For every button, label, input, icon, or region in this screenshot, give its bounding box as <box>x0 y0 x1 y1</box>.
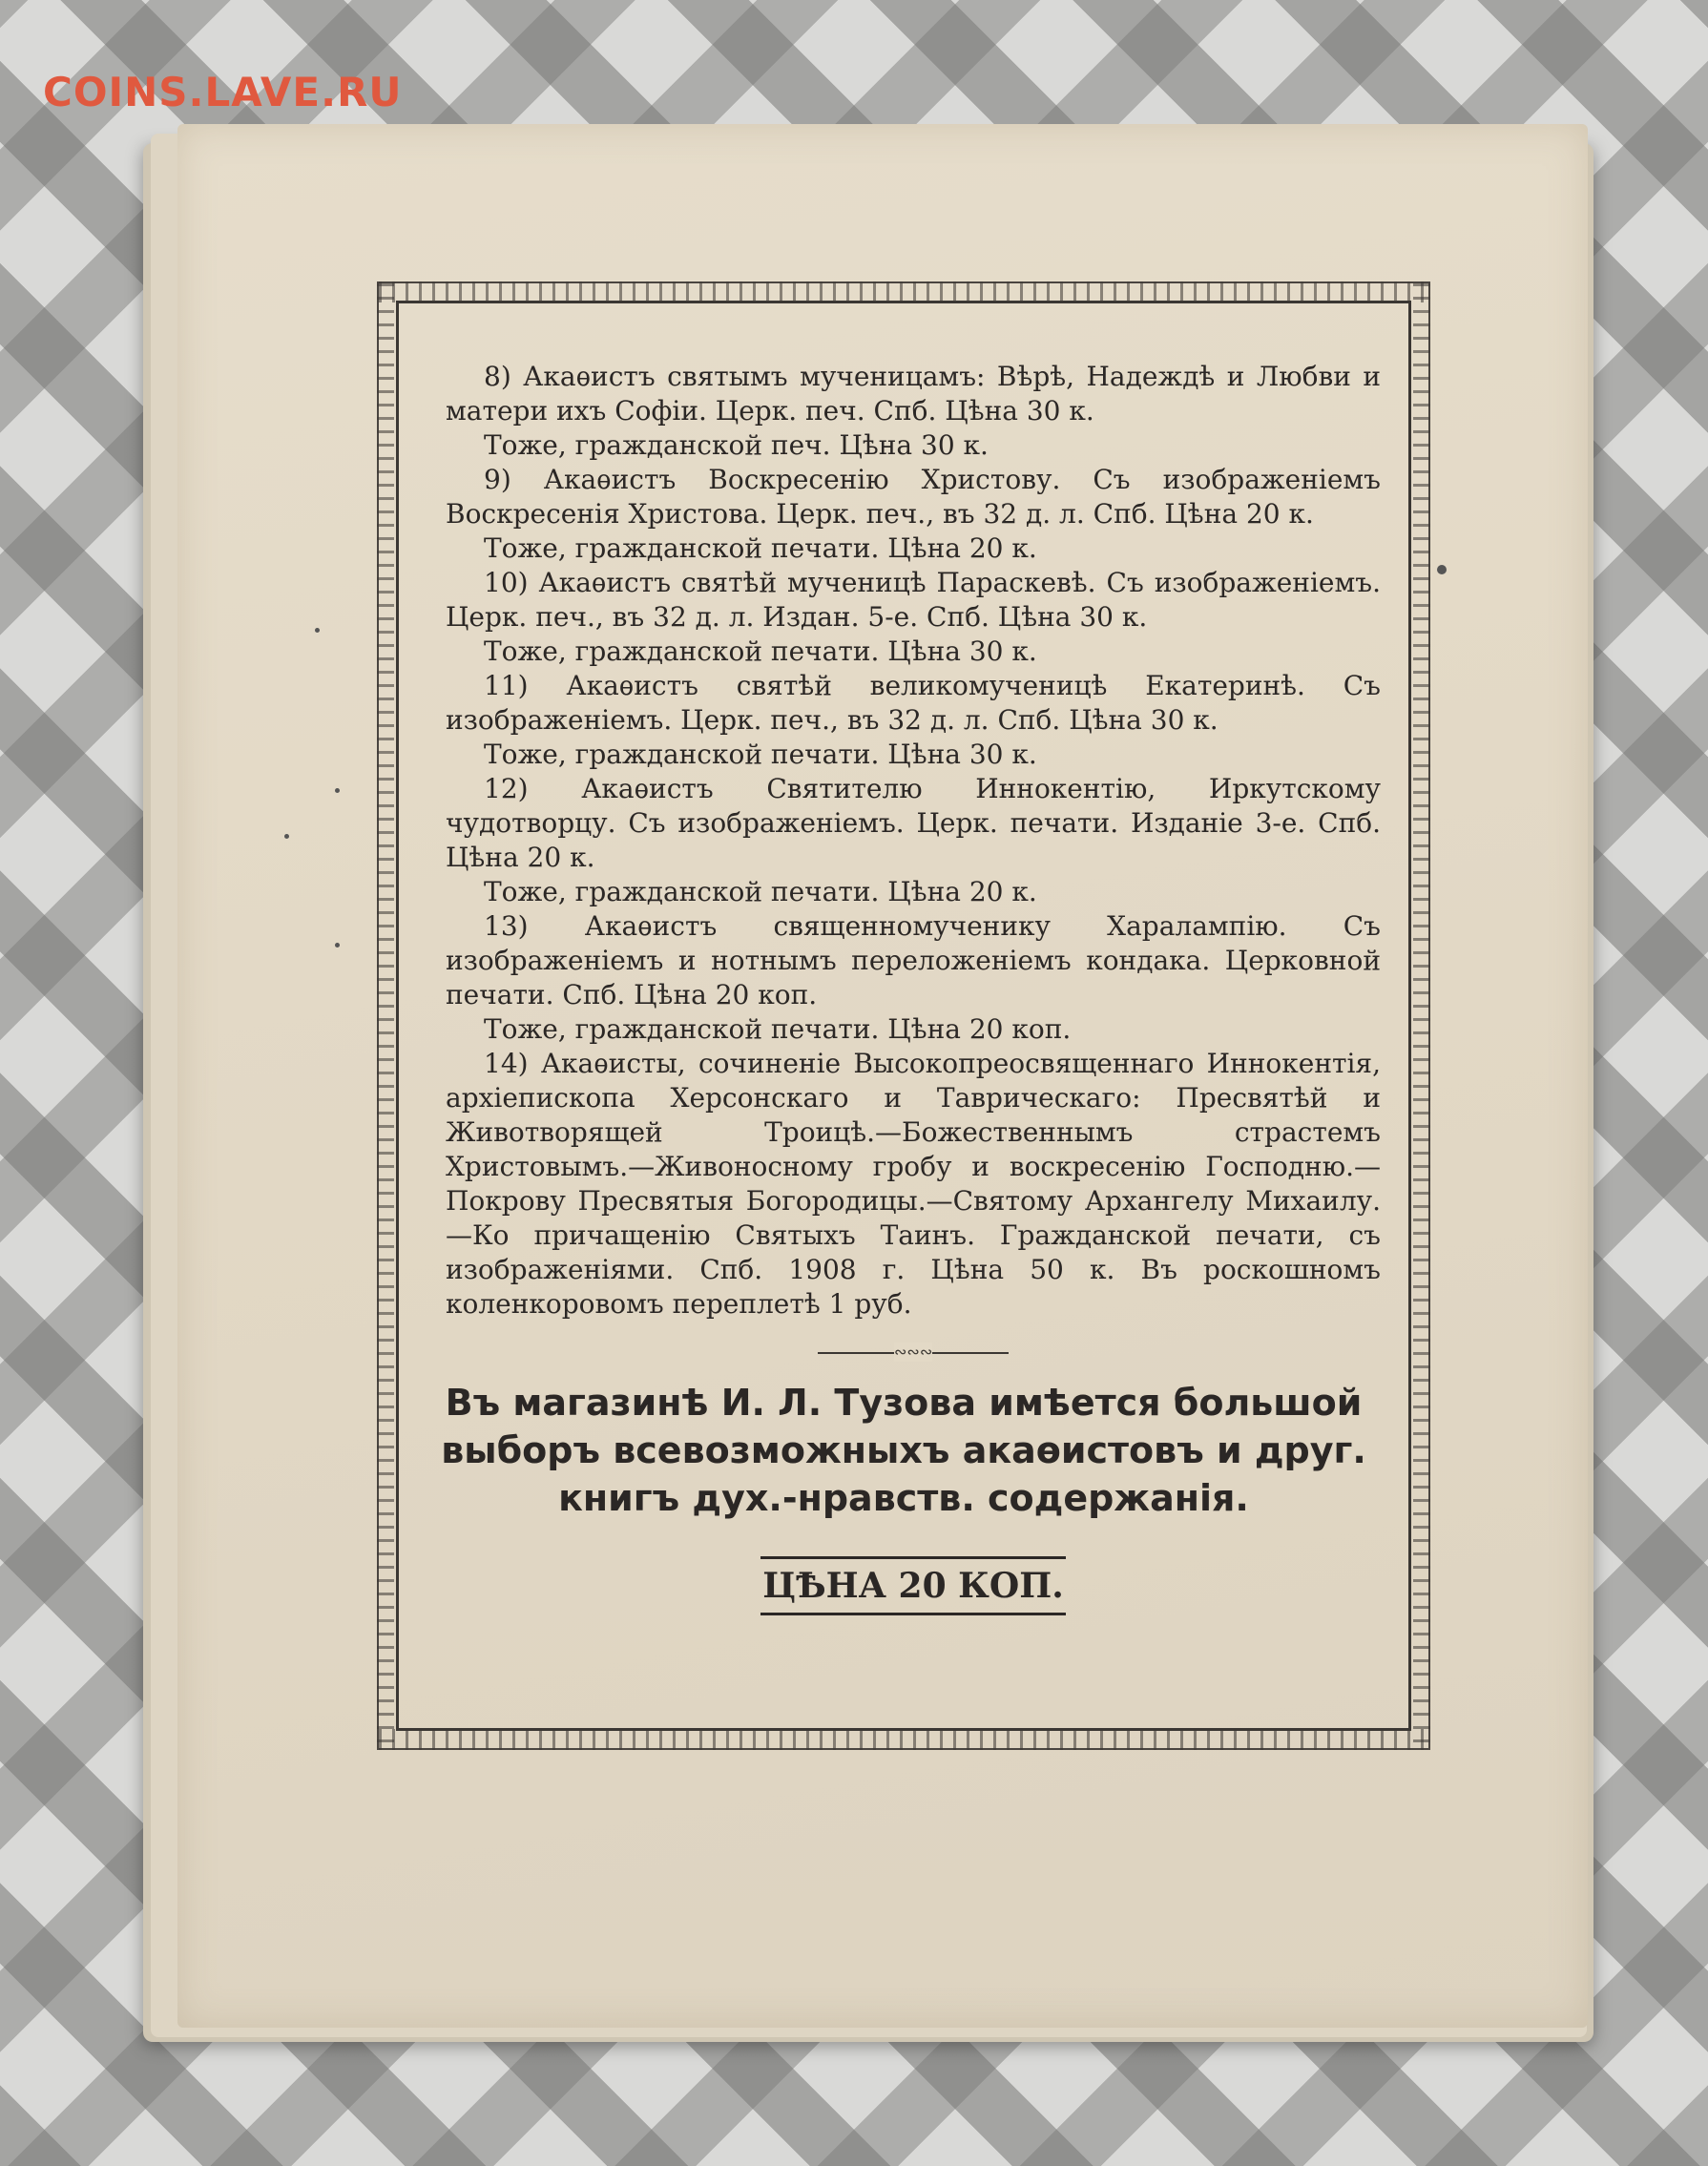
frame-ornament-right <box>1413 283 1430 1748</box>
entry-text: 8) Акаѳистъ святымъ мученицамъ: Вѣрѣ, Надеждѣ и Любви и матери ихъ Софiи. Церк. печ. Спб. Цѣна 30 к. <box>446 361 1381 427</box>
entry-text: 14) Акаѳисты, сочиненiе Высокопреосвященнаго Иннокентiя, архiепископа Херсонскаго и Таврическаго: Пресвятѣй и Животворящей Троицѣ.—Божественнымъ страстемъ Христовымъ.—Живоносному гробу и воскресенiю Господню.—Покрову Пресвятыя Богородицы.—Святому Архангелу Михаилу.—Ко причащенiю Святыхъ Таинъ. Гражданской печати, съ изображенiями. Спб. 1908 г. Цѣна 50 к. Въ роскошномъ коленкоровомъ переплетѣ 1 руб. <box>446 1048 1381 1320</box>
entry-text: 9) Акаѳистъ Воскресенiю Христову. Съ изображенiемъ Воскресенiя Христова. Церк. печ., въ 32 д. л. Спб. Цѣна 20 к. <box>446 464 1381 530</box>
entry-text: 13) Акаѳистъ священномученику Харалампiю. Съ изображенiемъ и нотнымъ переложенiемъ кондака. Церковной печати. Спб. Цѣна 20 коп. <box>446 910 1381 1010</box>
price-label: ЦѢНА 20 КОП. <box>760 1556 1066 1615</box>
entry-text: 12) Акаѳистъ Святителю Иннокентiю, Иркутскому чудотворцу. Съ изображенiемъ. Церк. печати. Изданiе 3-е. Спб. Цѣна 20 к. <box>446 773 1381 873</box>
catalog-entry-11 <box>446 669 1381 772</box>
entry-text: 11) Акаѳистъ святѣй великомученицѣ Екатеринѣ. Съ изображенiемъ. Церк. печ., въ 32 д. л. Спб. Цѣна 30 к. <box>446 670 1381 736</box>
frame-ornament-top <box>379 281 1428 302</box>
paper-spot <box>335 943 340 948</box>
entry-subline: Тоже, гражданской печати. Цѣна 20 к. <box>484 876 1037 907</box>
paper-spot <box>1437 565 1447 574</box>
ornamental-divider <box>818 1343 1009 1361</box>
entry-subline: Тоже, гражданской печати. Цѣна 30 к. <box>484 739 1037 770</box>
entry-text: 10) Акаѳистъ святѣй мученицѣ Параскевѣ. Съ изображенiемъ. Церк. печ., въ 32 д. л. Издан. 5-е. Спб. Цѣна 30 к. <box>446 567 1381 633</box>
catalog-entry-13 <box>446 909 1381 1047</box>
paper-spot <box>284 834 289 839</box>
entry-subline: Тоже, гражданской печ. Цѣна 30 к. <box>484 429 989 461</box>
watermark: COINS.LAVE.RU <box>43 69 403 115</box>
paper-spot <box>315 628 320 633</box>
entry-subline: Тоже, гражданской печати. Цѣна 30 к. <box>484 635 1037 667</box>
shop-notice: Въ магазинѣ И. Л. Тузова имѣется большой выборъ всевозможныхъ акаѳистовъ и друг. книгъ дух.-нравств. содержанiя. <box>441 1382 1366 1519</box>
frame-ornament-bottom <box>379 1729 1428 1750</box>
catalog-entry-8 <box>446 360 1381 463</box>
entry-subline: Тоже, гражданской печати. Цѣна 20 к. <box>484 532 1037 564</box>
catalog-entry-14 <box>446 1047 1381 1322</box>
ornamental-frame <box>377 281 1430 1750</box>
catalog-entry-12 <box>446 772 1381 909</box>
catalog-entry-9 <box>446 463 1381 566</box>
entry-subline: Тоже, гражданской печати. Цѣна 20 коп. <box>484 1013 1072 1045</box>
divider-ornament-icon: ∾∾∾ <box>894 1343 933 1361</box>
catalog-entry-10 <box>446 566 1381 669</box>
catalog-content <box>441 360 1381 1615</box>
frame-ornament-left <box>377 283 394 1748</box>
paper-spot <box>335 788 340 793</box>
